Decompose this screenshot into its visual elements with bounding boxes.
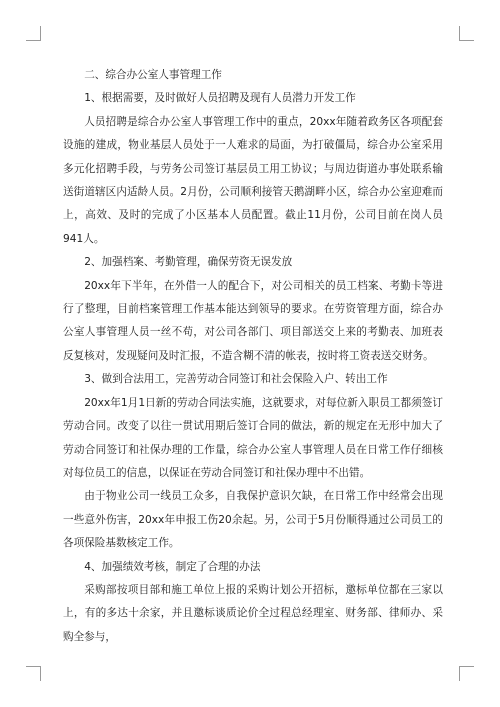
crop-mark-top-right (459, 26, 474, 41)
section-2-paragraph: 20xx年下半年，在外借一人的配合下，对公司相关的员工档案、考勤卡等进行了整理，目前档案管理工作基本能达到领导的要求。在劳资管理方面，综合办公室人事管理人员一丝不苟，对公司各部门、项目部送交上来的考勤表、加班表反复核对，发现疑问及时汇报，不造含糊不清的帐表，按时将工资表送交财务。 (63, 279, 443, 362)
crop-mark-bottom-left (26, 666, 41, 681)
section-3-paragraph-2: 由于物业公司一线员工众多，自我保护意识欠缺，在日常工作中经常会出现一些意外伤害，20xx年申报工伤20余起。另，公司于5月份顺得通过公司员工的各项保险基数核定工作。 (63, 490, 443, 550)
crop-mark-top-left (26, 26, 41, 41)
section-1-heading: 1、根据需要，及时做好人员招聘及现有人员潜力开发工作 (84, 92, 356, 105)
section-2-heading: 2、加强档案、考勤管理，确保劳资无误发放 (84, 256, 293, 269)
section-4-heading: 4、加强绩效考核，制定了合理的办法 (84, 560, 261, 573)
section-3-paragraph-1: 20xx年1月1日新的劳动合同法实施，这就要求，对每位新入职员工都须签订劳动合同。改变了以往一贯试用期后签订合同的做法，新的规定在无形中加大了劳动合同签订和社保办理的工作量，综合办公室人事管理人员在日常工作仔细核对每位员工的信息，以保证在劳动合同签订和社保办理中不出错。 (63, 396, 443, 479)
crop-mark-bottom-right (459, 666, 474, 681)
section-4-paragraph: 采购部按项目部和施工单位上报的采购计划公开招标，邀标单位都在三家以上，有的多达十余家，并且邀标谈质论价全过程总经理室、财务部、律师办、采购全参与， (63, 583, 443, 643)
section-title: 二、综合办公室人事管理工作 (84, 69, 222, 81)
section-3-heading: 3、做到合法用工，完善劳动合同签订和社会保险入户、转出工作 (84, 373, 388, 386)
section-1-paragraph: 人员招聘是综合办公室人事管理工作中的重点，20xx年随着政务区各项配套设施的建成，物业基层人员处于一人难求的局面，为打破僵局，综合办公室采用多元化招聘手段，与劳务公司签订基层员工用工协议；与周边街道办事处联系输送街道辖区内适龄人员。2月份，公司顺利接管天鹅湖畔小区，综合办公室迎难而上，高效、及时的完成了小区基本人员配置。截止11月份，公司目前在岗人员941人。 (63, 115, 443, 245)
document-page (63, 64, 443, 649)
